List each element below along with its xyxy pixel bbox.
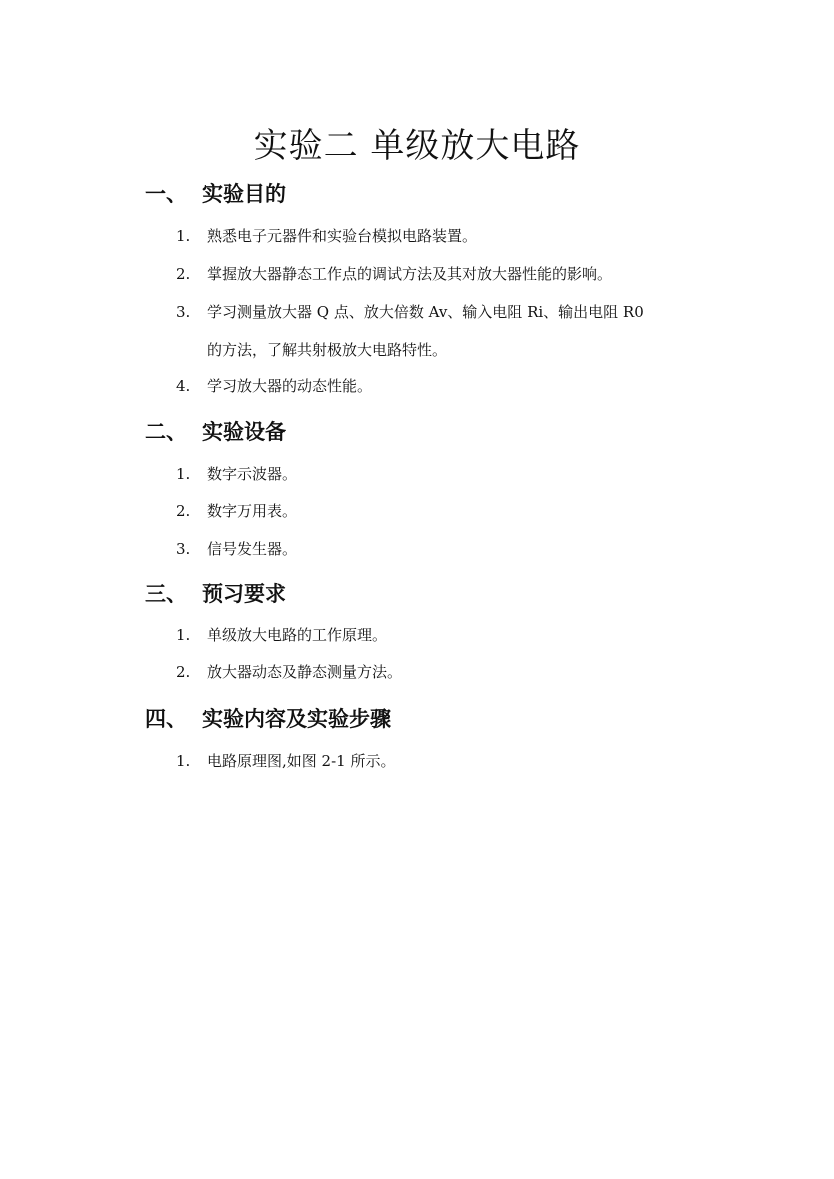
item-text: 熟悉电子元器件和实验台模拟电路装置。 <box>207 227 478 245</box>
section-heading-procedure <box>145 703 391 733</box>
list-item <box>176 538 297 559</box>
section-title: 预习要求 <box>202 581 286 606</box>
section-heading-preview <box>145 578 286 608</box>
section-number: 四、 <box>145 706 187 731</box>
section-heading-equipment <box>145 416 286 446</box>
item-index: 2. <box>176 663 191 681</box>
item-text: 放大器动态及静态测量方法。 <box>207 663 403 681</box>
item-text: 掌握放大器静态工作点的调试方法及其对放大器性能的影响。 <box>207 265 613 283</box>
list-item <box>176 375 372 396</box>
section-title: 实验设备 <box>202 419 286 444</box>
item-text: 电路原理图,如图 2-1 所示。 <box>207 752 396 770</box>
item-index: 2. <box>176 265 191 283</box>
list-item <box>176 500 297 521</box>
item-text: 数字万用表。 <box>207 502 298 520</box>
section-number: 一、 <box>145 181 187 206</box>
item-text: 信号发生器。 <box>207 540 298 558</box>
item-index: 4. <box>176 377 191 395</box>
item-index: 1. <box>176 752 191 770</box>
list-item <box>176 463 297 484</box>
document-title: 实验二 单级放大电路 <box>253 126 581 166</box>
list-item <box>176 661 402 682</box>
list-item <box>176 750 395 771</box>
item-index: 1. <box>176 626 191 644</box>
list-item <box>176 225 477 246</box>
item-index: 2. <box>176 502 191 520</box>
list-item <box>176 624 387 645</box>
item-text: 学习测量放大器 Q 点、放大倍数 Av、输入电阻 Ri、输出电阻 R0 <box>207 303 644 321</box>
section-number: 二、 <box>145 419 187 444</box>
section-number: 三、 <box>145 581 187 606</box>
item-text: 学习放大器的动态性能。 <box>207 377 373 395</box>
item-index: 1. <box>176 465 191 483</box>
section-title: 实验内容及实验步骤 <box>202 706 391 731</box>
item-index: 3. <box>176 303 191 321</box>
item-index: 1. <box>176 227 191 245</box>
section-title: 实验目的 <box>202 181 286 206</box>
item-index: 3. <box>176 540 191 558</box>
list-item <box>176 263 612 284</box>
section-heading-objectives <box>145 178 286 208</box>
item-text: 数字示波器。 <box>207 465 298 483</box>
list-item-continuation: 的方法，了解共射极放大电路特性。 <box>207 341 448 359</box>
list-item <box>176 301 644 322</box>
item-text: 单级放大电路的工作原理。 <box>207 626 388 644</box>
